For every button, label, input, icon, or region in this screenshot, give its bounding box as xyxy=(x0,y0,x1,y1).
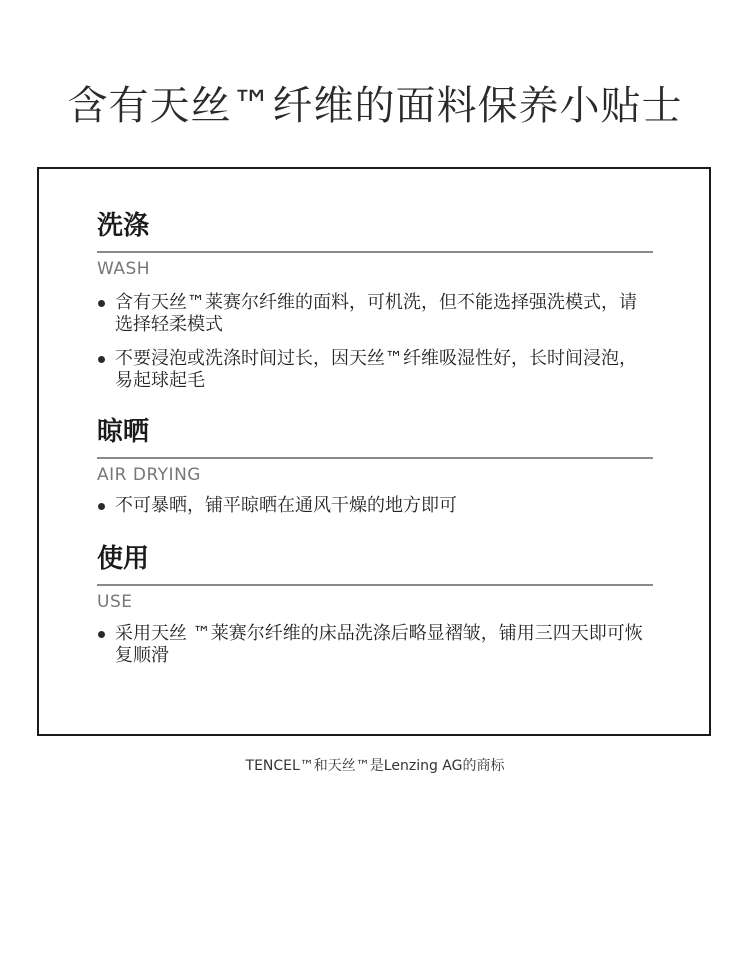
section-use xyxy=(97,542,653,667)
section-divider xyxy=(97,584,653,586)
bullet-dot-icon xyxy=(98,503,105,510)
section-subheading: WASH xyxy=(97,259,151,279)
list-item-text: 采用天丝 ™莱赛尔纤维的床品洗涤后略显褶皱，铺用三四天即可恢复顺滑 xyxy=(115,623,643,666)
list-item xyxy=(97,495,653,517)
list-item-text: 不要浸泡或洗涤时间过长，因天丝™纤维吸湿性好，长时间浸泡，易起球起毛 xyxy=(115,348,637,391)
section-heading: 晾晒 xyxy=(97,417,150,447)
list-item xyxy=(97,623,653,667)
list-item xyxy=(97,348,653,392)
section-divider xyxy=(97,251,653,253)
section-divider xyxy=(97,457,653,459)
page-title: 含有天丝™纤维的面料保养小贴士 xyxy=(67,83,683,129)
trademark-footer: TENCEL™和天丝™是Lenzing AG的商标 xyxy=(245,758,505,774)
list-item-text: 不可暴晒，铺平晾晒在通风干燥的地方即可 xyxy=(115,495,457,516)
section-subheading: AIR DRYING xyxy=(97,465,201,485)
care-tips-box xyxy=(37,167,711,736)
list-item xyxy=(97,292,653,336)
section-heading: 洗涤 xyxy=(97,211,150,241)
section-subheading: USE xyxy=(97,592,133,612)
section-heading: 使用 xyxy=(97,544,150,574)
bullet-list xyxy=(97,623,653,667)
bullet-dot-icon xyxy=(98,631,105,638)
section-wash xyxy=(97,209,653,392)
bullet-dot-icon xyxy=(98,356,105,363)
bullet-list xyxy=(97,495,653,517)
bullet-dot-icon xyxy=(98,300,105,307)
section-air-drying xyxy=(97,415,653,517)
list-item-text: 含有天丝™莱赛尔纤维的面料，可机洗，但不能选择强洗模式，请选择轻柔模式 xyxy=(115,292,637,335)
bullet-list xyxy=(97,292,653,392)
